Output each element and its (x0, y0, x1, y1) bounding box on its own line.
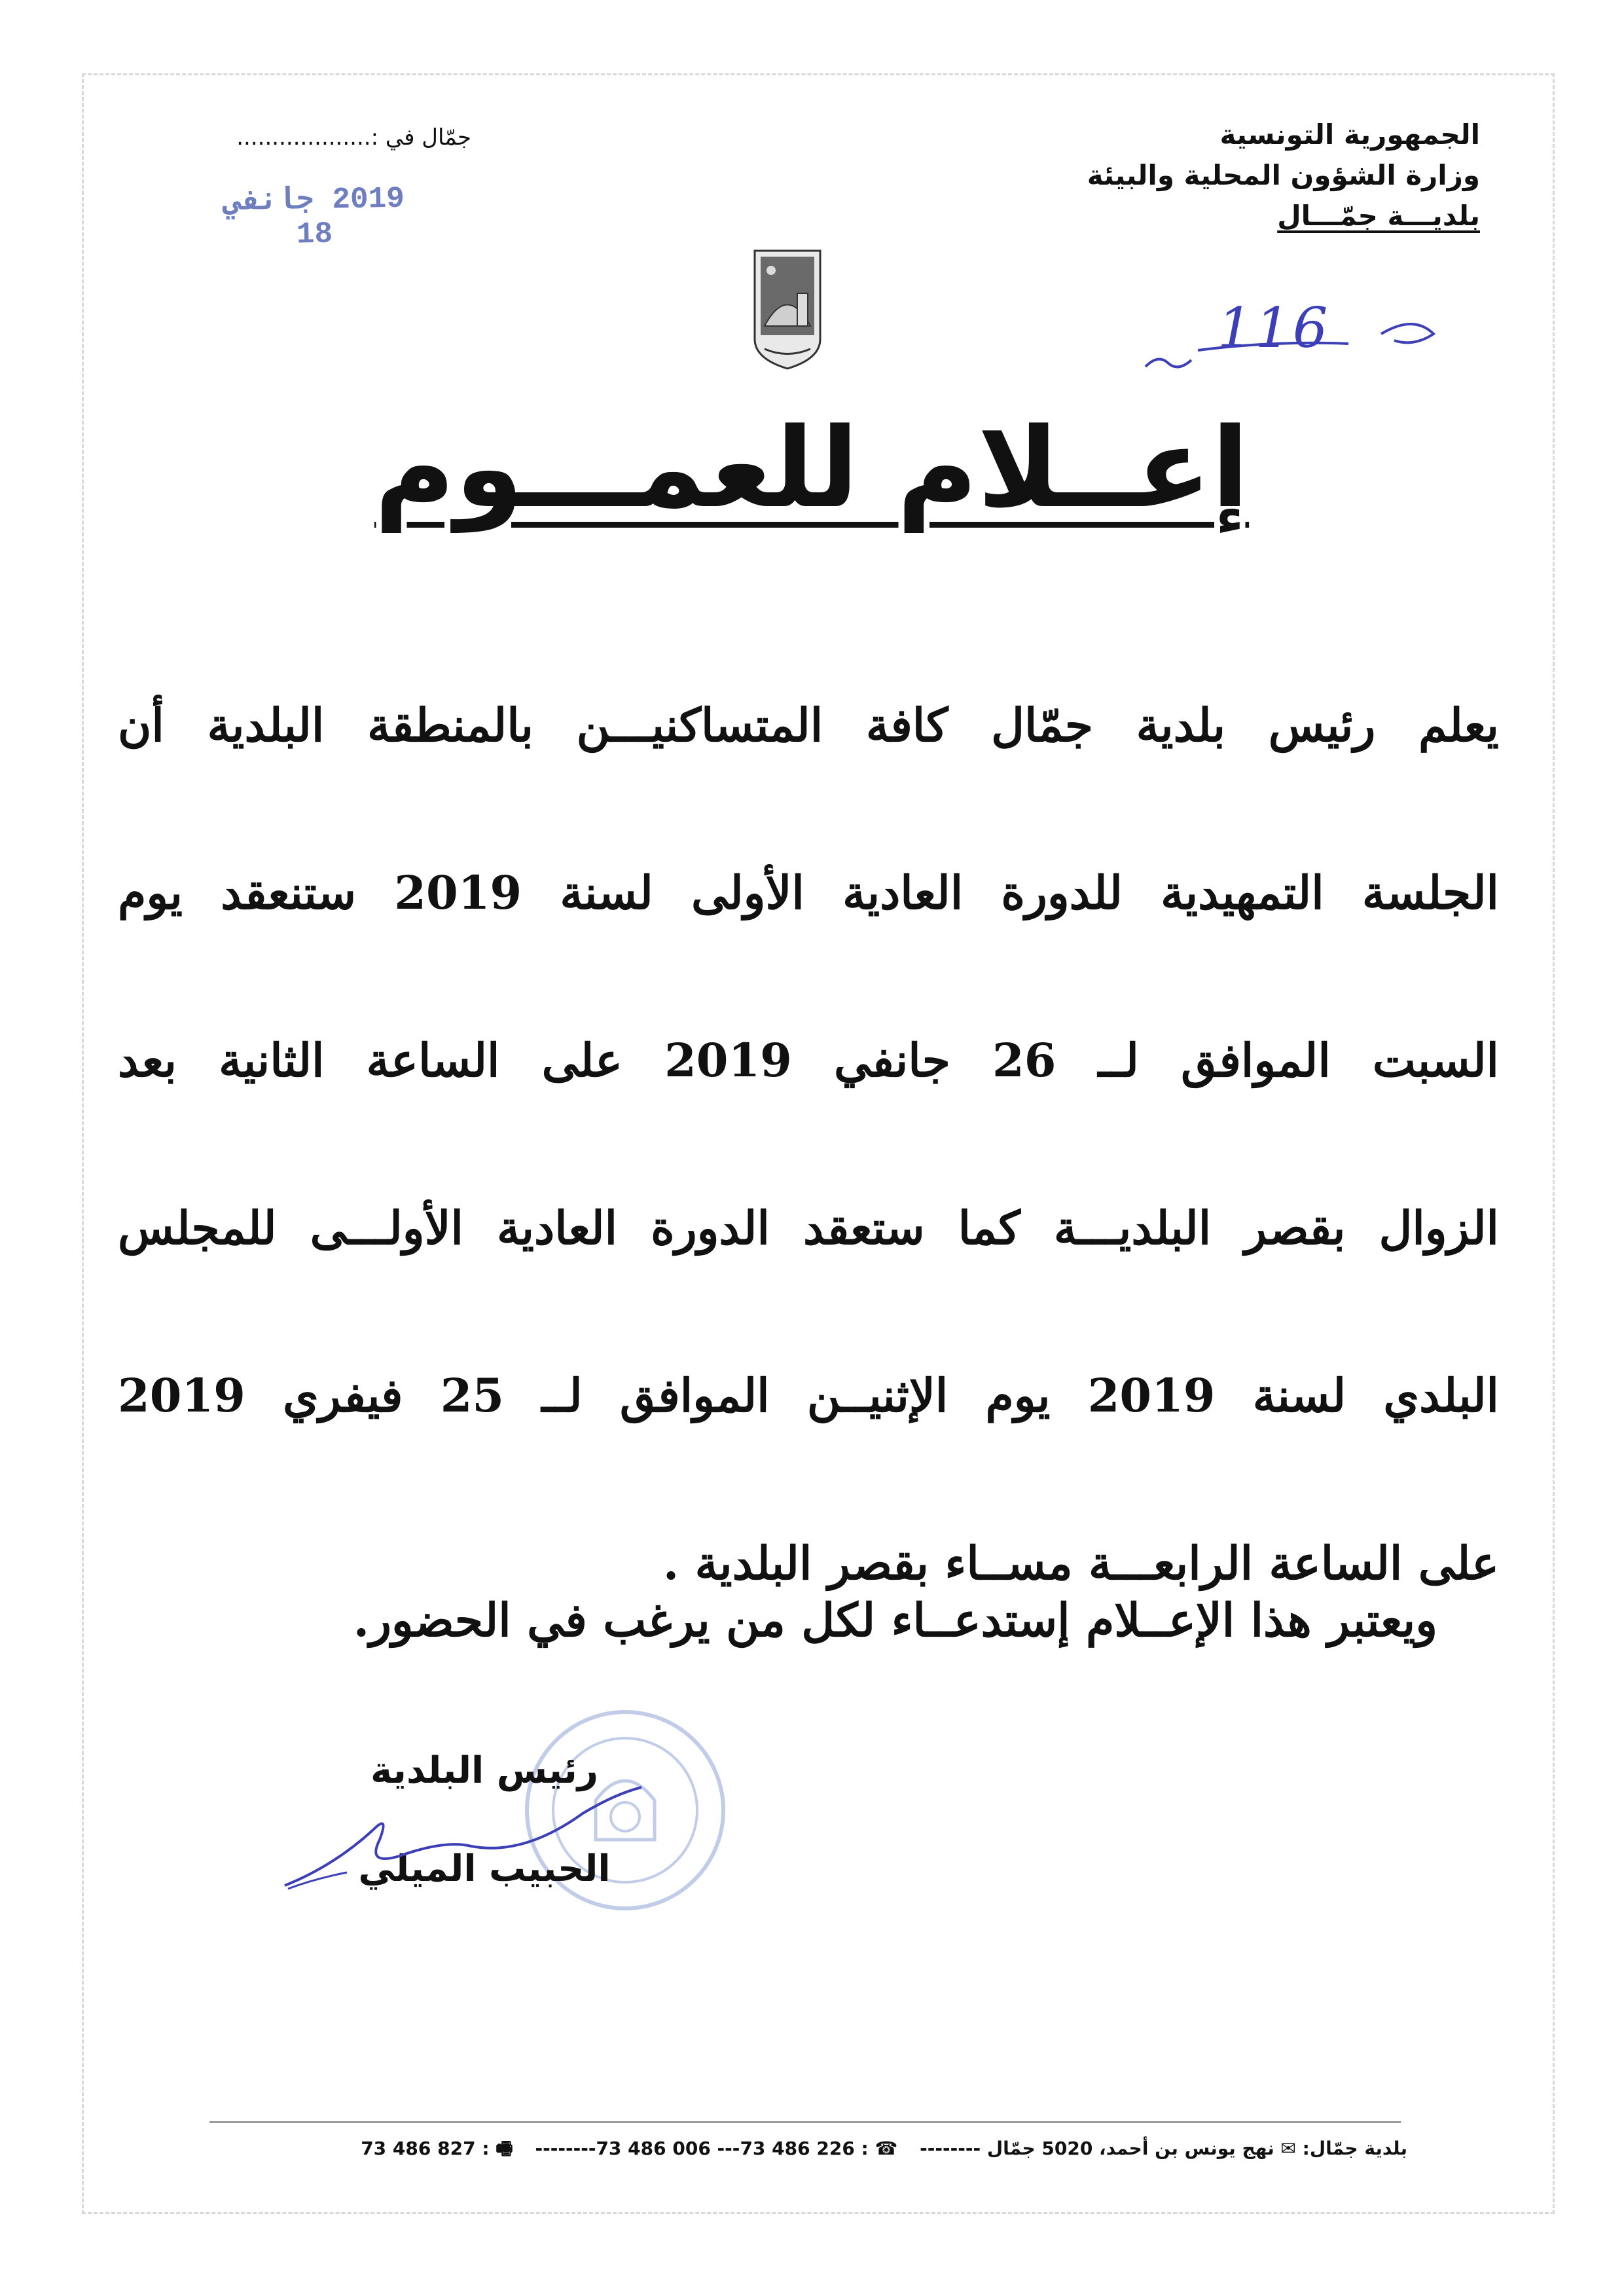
reference-number-value: 116 (1218, 296, 1331, 360)
municipality-name: بلديـــة جمّـــال (1277, 200, 1480, 232)
place-date-label: جمّال في :................... (236, 124, 471, 151)
footer-contact (216, 2136, 1407, 2162)
closing-sentence: ويعتبر هذا الإعــلام إستدعــاء لكل من يرغب في الحضور. (353, 1593, 1437, 1647)
footer-divider (209, 2121, 1401, 2123)
footer-phones: ☎ : 226 486 73--- 006 486 73-------- (535, 2138, 898, 2159)
body-line: الزوال بقصر البلديـــة كما ستعقد الدورة العادية الأولـــى للمجلس (118, 1201, 1499, 1255)
municipal-crest-logo (751, 247, 823, 372)
letterhead (956, 115, 1480, 236)
signatory-name: الحبيب الميلي (358, 1848, 611, 1890)
announcement-body (118, 642, 1499, 1647)
signatory-role: رئيس البلدية (370, 1749, 599, 1792)
document-title: إعــلام للعمـــوم (374, 404, 1250, 532)
date-stamp: 2019 جانفي 18 (223, 181, 405, 252)
body-line: البلدي لسنة 2019 يوم الإثنيــن الموافق لــ 25 فيفري 2019 (118, 1368, 1500, 1423)
footer-fax: 🖷 : 827 486 73 (361, 2138, 513, 2159)
body-line: الجلسة التمهيدية للدورة العادية الأولى لسنة 2019 ستنعقد يوم (118, 866, 1500, 920)
body-line: يعلم رئيس بلدية جمّال كافة المتساكنيـــن بالمنطقة البلدية أن (118, 698, 1499, 752)
ministry-name: وزارة الشؤون المحلية والبيئة (1087, 159, 1480, 191)
republic-name: الجمهورية التونسية (1219, 118, 1480, 151)
body-line: السبت الموافق لــ 26 جانفي 2019 على الساعة الثانية بعد (118, 1033, 1499, 1087)
footer-address: بلدية جمّال: ✉ نهج يونس بن أحمد، 5020 جمّال -------- (920, 2138, 1407, 2159)
handwritten-signature (275, 1768, 655, 1899)
body-line: على الساعة الرابعـــة مســاء بقصر البلدية . (662, 1536, 1499, 1590)
reference-number (1132, 288, 1447, 386)
